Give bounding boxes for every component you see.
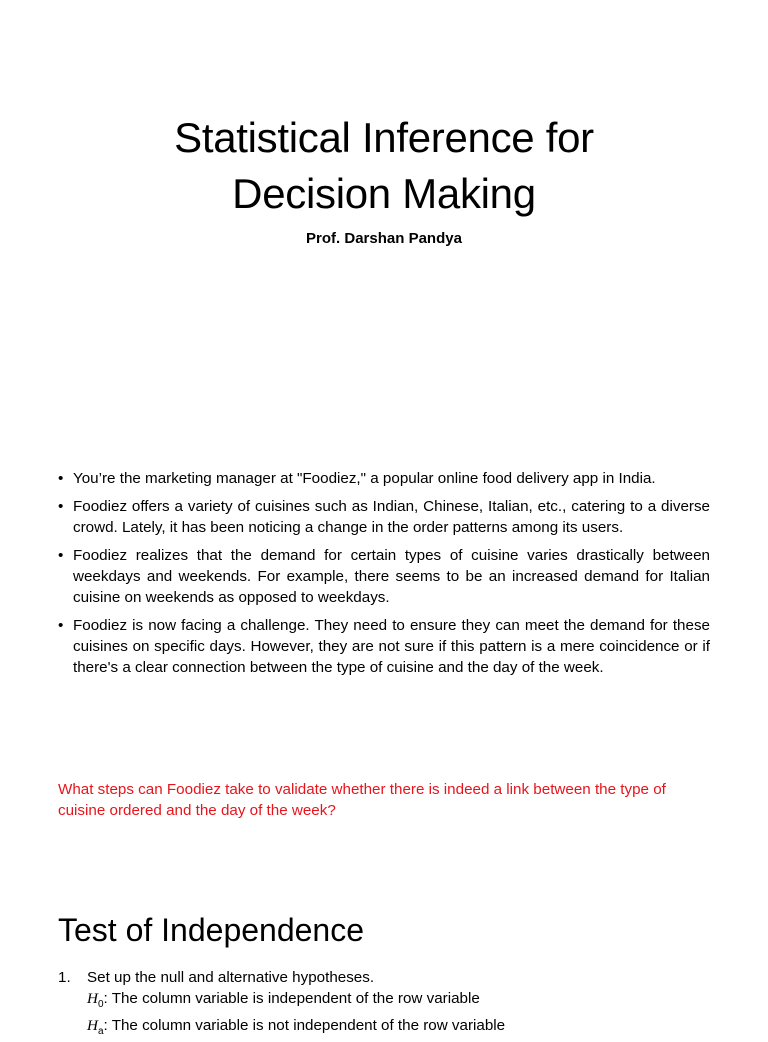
ha-text: : The column variable is not independent of the row variable	[103, 1017, 506, 1035]
step-number: 1.	[58, 969, 71, 986]
bullet-item	[58, 496, 710, 538]
bullet-text: You’re the marketing manager at "Foodiez," a popular online food delivery app in India.	[73, 470, 656, 487]
bullet-text: Foodiez is now facing a challenge. They need to ensure they can meet the demand for these cuisines on specific days. However, they are not sure if this pattern is a mere coincidence or if there's a clear connection between the type of cuisine and the day of the week.	[73, 617, 710, 676]
h0-text: : The column variable is independent of the row variable	[103, 990, 480, 1007]
ha-symbol: H	[87, 1017, 98, 1035]
bullet-dot-icon: •	[58, 617, 64, 634]
section-title: Test of Independence	[58, 912, 365, 948]
bullet-dot-icon: •	[58, 547, 64, 564]
slide-title-line-1: Statistical Inference for	[174, 114, 594, 161]
bullet-text: Foodiez offers a variety of cuisines such as Indian, Chinese, Italian, etc., catering to a diverse crowd. Lately, it has been noticing a change in the order patterns among its users.	[73, 498, 710, 536]
bullet-item	[58, 615, 710, 678]
bullet-dot-icon: •	[58, 470, 64, 487]
author-name: Prof. Darshan Pandya	[306, 230, 462, 247]
question-text: What steps can Foodiez take to validate whether there is indeed a link between the type of cuisine ordered and the day of the week?	[58, 781, 666, 819]
step-text: Set up the null and alternative hypotheses.	[87, 969, 375, 986]
slide-title	[0, 110, 768, 222]
step-line	[58, 967, 718, 988]
alternative-hypothesis	[58, 1015, 718, 1042]
bullet-dot-icon: •	[58, 498, 64, 515]
bullet-item	[58, 468, 710, 489]
null-hypothesis	[58, 988, 718, 1015]
h0-symbol: H	[87, 990, 98, 1007]
h0-subscript: 0	[97, 999, 104, 1011]
bullet-text: Foodiez realizes that the demand for certain types of cuisine varies drastically between weekdays and weekends. For example, there seems to be an increased demand for Italian cuisine on weekends as opposed to weekdays.	[73, 547, 710, 606]
bullet-item	[58, 545, 710, 608]
step-item	[58, 967, 718, 1042]
bullet-list	[58, 468, 710, 685]
slide-title-line-2: Decision Making	[232, 170, 536, 217]
ha-subscript: a	[97, 1026, 104, 1038]
steps-list	[58, 967, 718, 1042]
